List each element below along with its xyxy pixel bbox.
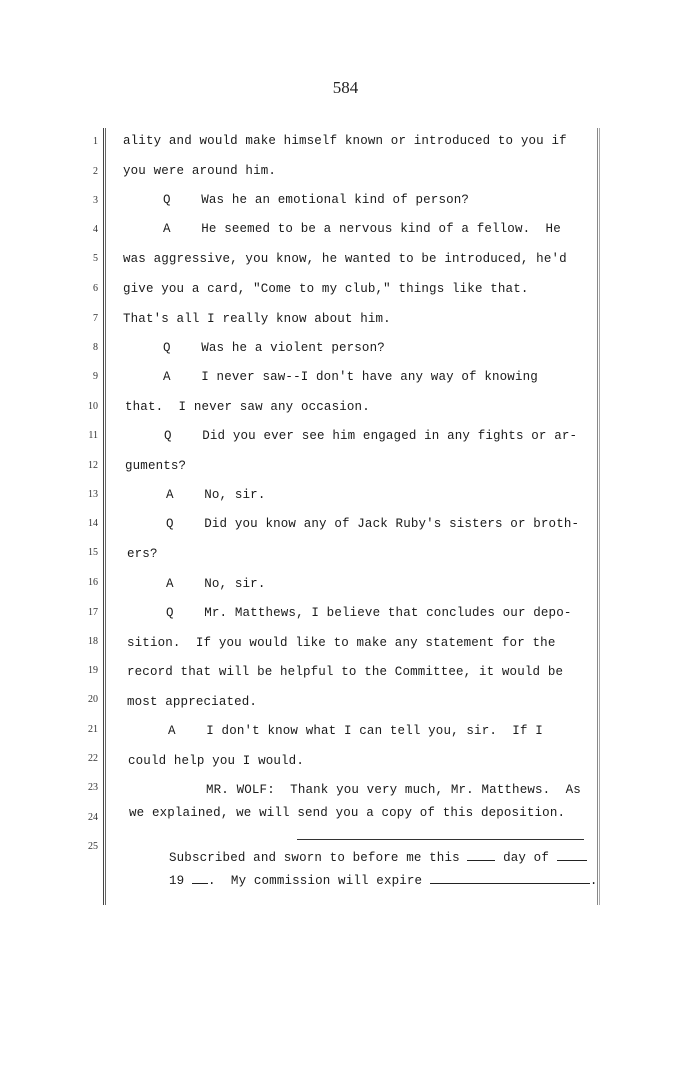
line-number: 24 [88, 812, 98, 823]
jurat-text: day of [503, 851, 549, 865]
transcript-line: Q Mr. Matthews, I believe that concludes our depo- [166, 606, 572, 620]
transcript-line: ality and would make himself known or introduced to you if [123, 134, 567, 148]
line-number: 7 [93, 313, 98, 324]
line-number: 15 [88, 547, 98, 558]
right-margin-rule [597, 128, 600, 905]
transcript-line: ers? [127, 547, 158, 561]
transcript-line: record that will be helpful to the Committee, it would be [127, 665, 564, 679]
line-number: 21 [88, 724, 98, 735]
line-number: 12 [88, 460, 98, 471]
month-blank [557, 850, 587, 861]
signature-line [297, 839, 584, 840]
page-number: 584 [332, 78, 359, 97]
line-number: 9 [93, 371, 98, 382]
transcript-line: you were around him. [123, 164, 277, 178]
transcript-line: give you a card, "Come to my club," things like that. [123, 282, 529, 296]
line-number: 10 [88, 401, 98, 412]
left-margin-rule [103, 128, 106, 905]
line-number: 3 [93, 195, 98, 206]
transcript-line: Q Was he an emotional kind of person? [163, 193, 470, 207]
line-number: 22 [88, 753, 98, 764]
line-number: 8 [93, 342, 98, 353]
transcript-line: A He seemed to be a nervous kind of a fellow. He [163, 222, 561, 236]
transcript-line: A I never saw--I don't have any way of knowing [163, 370, 538, 384]
line-number: 25 [88, 841, 98, 852]
transcript-line: that. I never saw any occasion. [125, 400, 370, 414]
transcript-line: sition. If you would like to make any statement for the [127, 636, 556, 650]
transcript-line: Q Did you ever see him engaged in any fights or ar- [164, 429, 578, 443]
jurat-text: Subscribed and sworn to before me this [169, 851, 460, 865]
transcript-line: guments? [125, 459, 187, 473]
line-number: 20 [88, 694, 98, 705]
line-number: 14 [88, 518, 98, 529]
line-number: 17 [88, 607, 98, 618]
transcript-line: most appreciated. [127, 695, 258, 709]
jurat-text: . [589, 874, 598, 888]
day-blank [467, 850, 495, 861]
line-number: 4 [93, 224, 98, 235]
line-number: 18 [88, 636, 98, 647]
line-number: 11 [88, 430, 98, 441]
transcript-line: we explained, we will send you a copy of this deposition. [129, 806, 566, 820]
jurat-text: . My commission will expire [207, 874, 423, 888]
transcript-line: Q Did you know any of Jack Ruby's sisters or broth- [166, 517, 580, 531]
expiry-blank [430, 873, 590, 884]
transcript-line: A No, sir. [166, 488, 266, 502]
line-number: 1 [93, 136, 98, 147]
transcript-line: was aggressive, you know, he wanted to be introduced, he'd [123, 252, 567, 266]
line-number: 13 [88, 489, 98, 500]
jurat-line-1 [169, 850, 587, 865]
transcript-line: MR. WOLF: Thank you very much, Mr. Matthews. As [206, 783, 581, 797]
jurat-text: 19 [169, 874, 185, 888]
line-number: 5 [93, 253, 98, 264]
year-blank [192, 873, 208, 884]
line-number: 16 [88, 577, 98, 588]
line-number: 19 [88, 665, 98, 676]
transcript-line: A No, sir. [166, 577, 266, 591]
jurat-line-2 [169, 873, 598, 888]
transcript-line: could help you I would. [128, 754, 304, 768]
line-number: 23 [88, 782, 98, 793]
line-number: 6 [93, 283, 98, 294]
transcript-line: A I don't know what I can tell you, sir. If I [168, 724, 543, 738]
line-number: 2 [93, 166, 98, 177]
transcript-line: Q Was he a violent person? [163, 341, 385, 355]
transcript-line: That's all I really know about him. [123, 312, 391, 326]
